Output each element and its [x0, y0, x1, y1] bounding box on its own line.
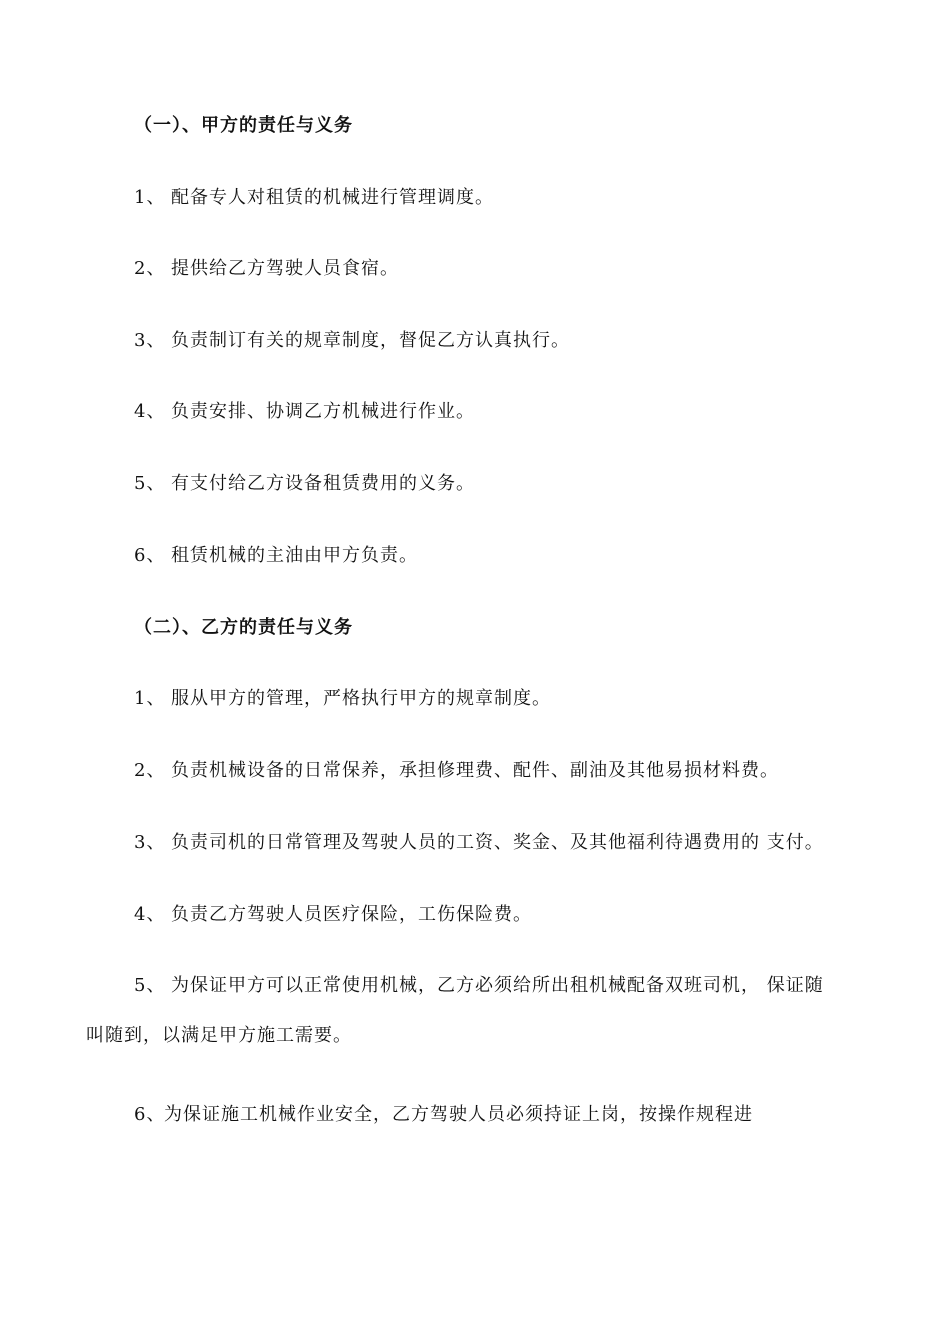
- item-number: 4、: [134, 401, 166, 422]
- item-text: 为保证施工机械作业安全，乙方驾驶人员必须持证上岗，按操作规程进: [164, 1104, 753, 1125]
- item-text: 负责司机的日常管理及驾驶人员的工资、奖金、及其他福利待遇费用的 支付。: [171, 832, 824, 853]
- item-text: 提供给乙方驾驶人员食宿。: [171, 258, 399, 279]
- list-item: [134, 974, 824, 998]
- list-item: [134, 472, 475, 496]
- item-number: 5、: [134, 975, 166, 996]
- list-item: [134, 329, 570, 353]
- item-number: 5、: [134, 473, 166, 494]
- list-item: [134, 831, 824, 855]
- item-number: 2、: [134, 760, 166, 781]
- item-text: 服从甲方的管理，严格执行甲方的规章制度。: [171, 688, 551, 709]
- item-number: 6、: [134, 1104, 166, 1125]
- item-text: 配备专人对租赁的机械进行管理调度。: [171, 187, 494, 208]
- item-number: 6、: [134, 545, 166, 566]
- item-text: 负责机械设备的日常保养，承担修理费、配件、副油及其他易损材料费。: [171, 760, 779, 781]
- list-item: [134, 903, 532, 927]
- list-item: [134, 186, 494, 210]
- item-number: 3、: [134, 330, 166, 351]
- item-number: 1、: [134, 187, 166, 208]
- item-number: 4、: [134, 904, 166, 925]
- item-number: 3、: [134, 832, 166, 853]
- section-heading-party-b: （二）、乙方的责任与义务: [134, 617, 353, 638]
- item-text: 负责制订有关的规章制度，督促乙方认真执行。: [171, 330, 570, 351]
- section-heading-party-a: （一）、甲方的责任与义务: [134, 115, 353, 136]
- list-item: [134, 687, 551, 711]
- list-item: [134, 1103, 753, 1127]
- item-text: 为保证甲方可以正常使用机械，乙方必须给所出租机械配备双班司机， 保证随: [171, 975, 824, 996]
- item-number: 2、: [134, 258, 166, 279]
- item-number: 1、: [134, 688, 166, 709]
- item-text: 租赁机械的主油由甲方负责。: [171, 545, 418, 566]
- item-text: 负责安排、协调乙方机械进行作业。: [171, 401, 475, 422]
- list-item: [134, 544, 418, 568]
- list-item: [134, 400, 475, 424]
- item-text: 负责乙方驾驶人员医疗保险，工伤保险费。: [171, 904, 532, 925]
- list-item: [134, 759, 779, 783]
- list-item-continuation: 叫随到，以满足甲方施工需要。: [86, 1025, 352, 1046]
- list-item: [134, 257, 399, 281]
- item-text: 有支付给乙方设备租赁费用的义务。: [171, 473, 475, 494]
